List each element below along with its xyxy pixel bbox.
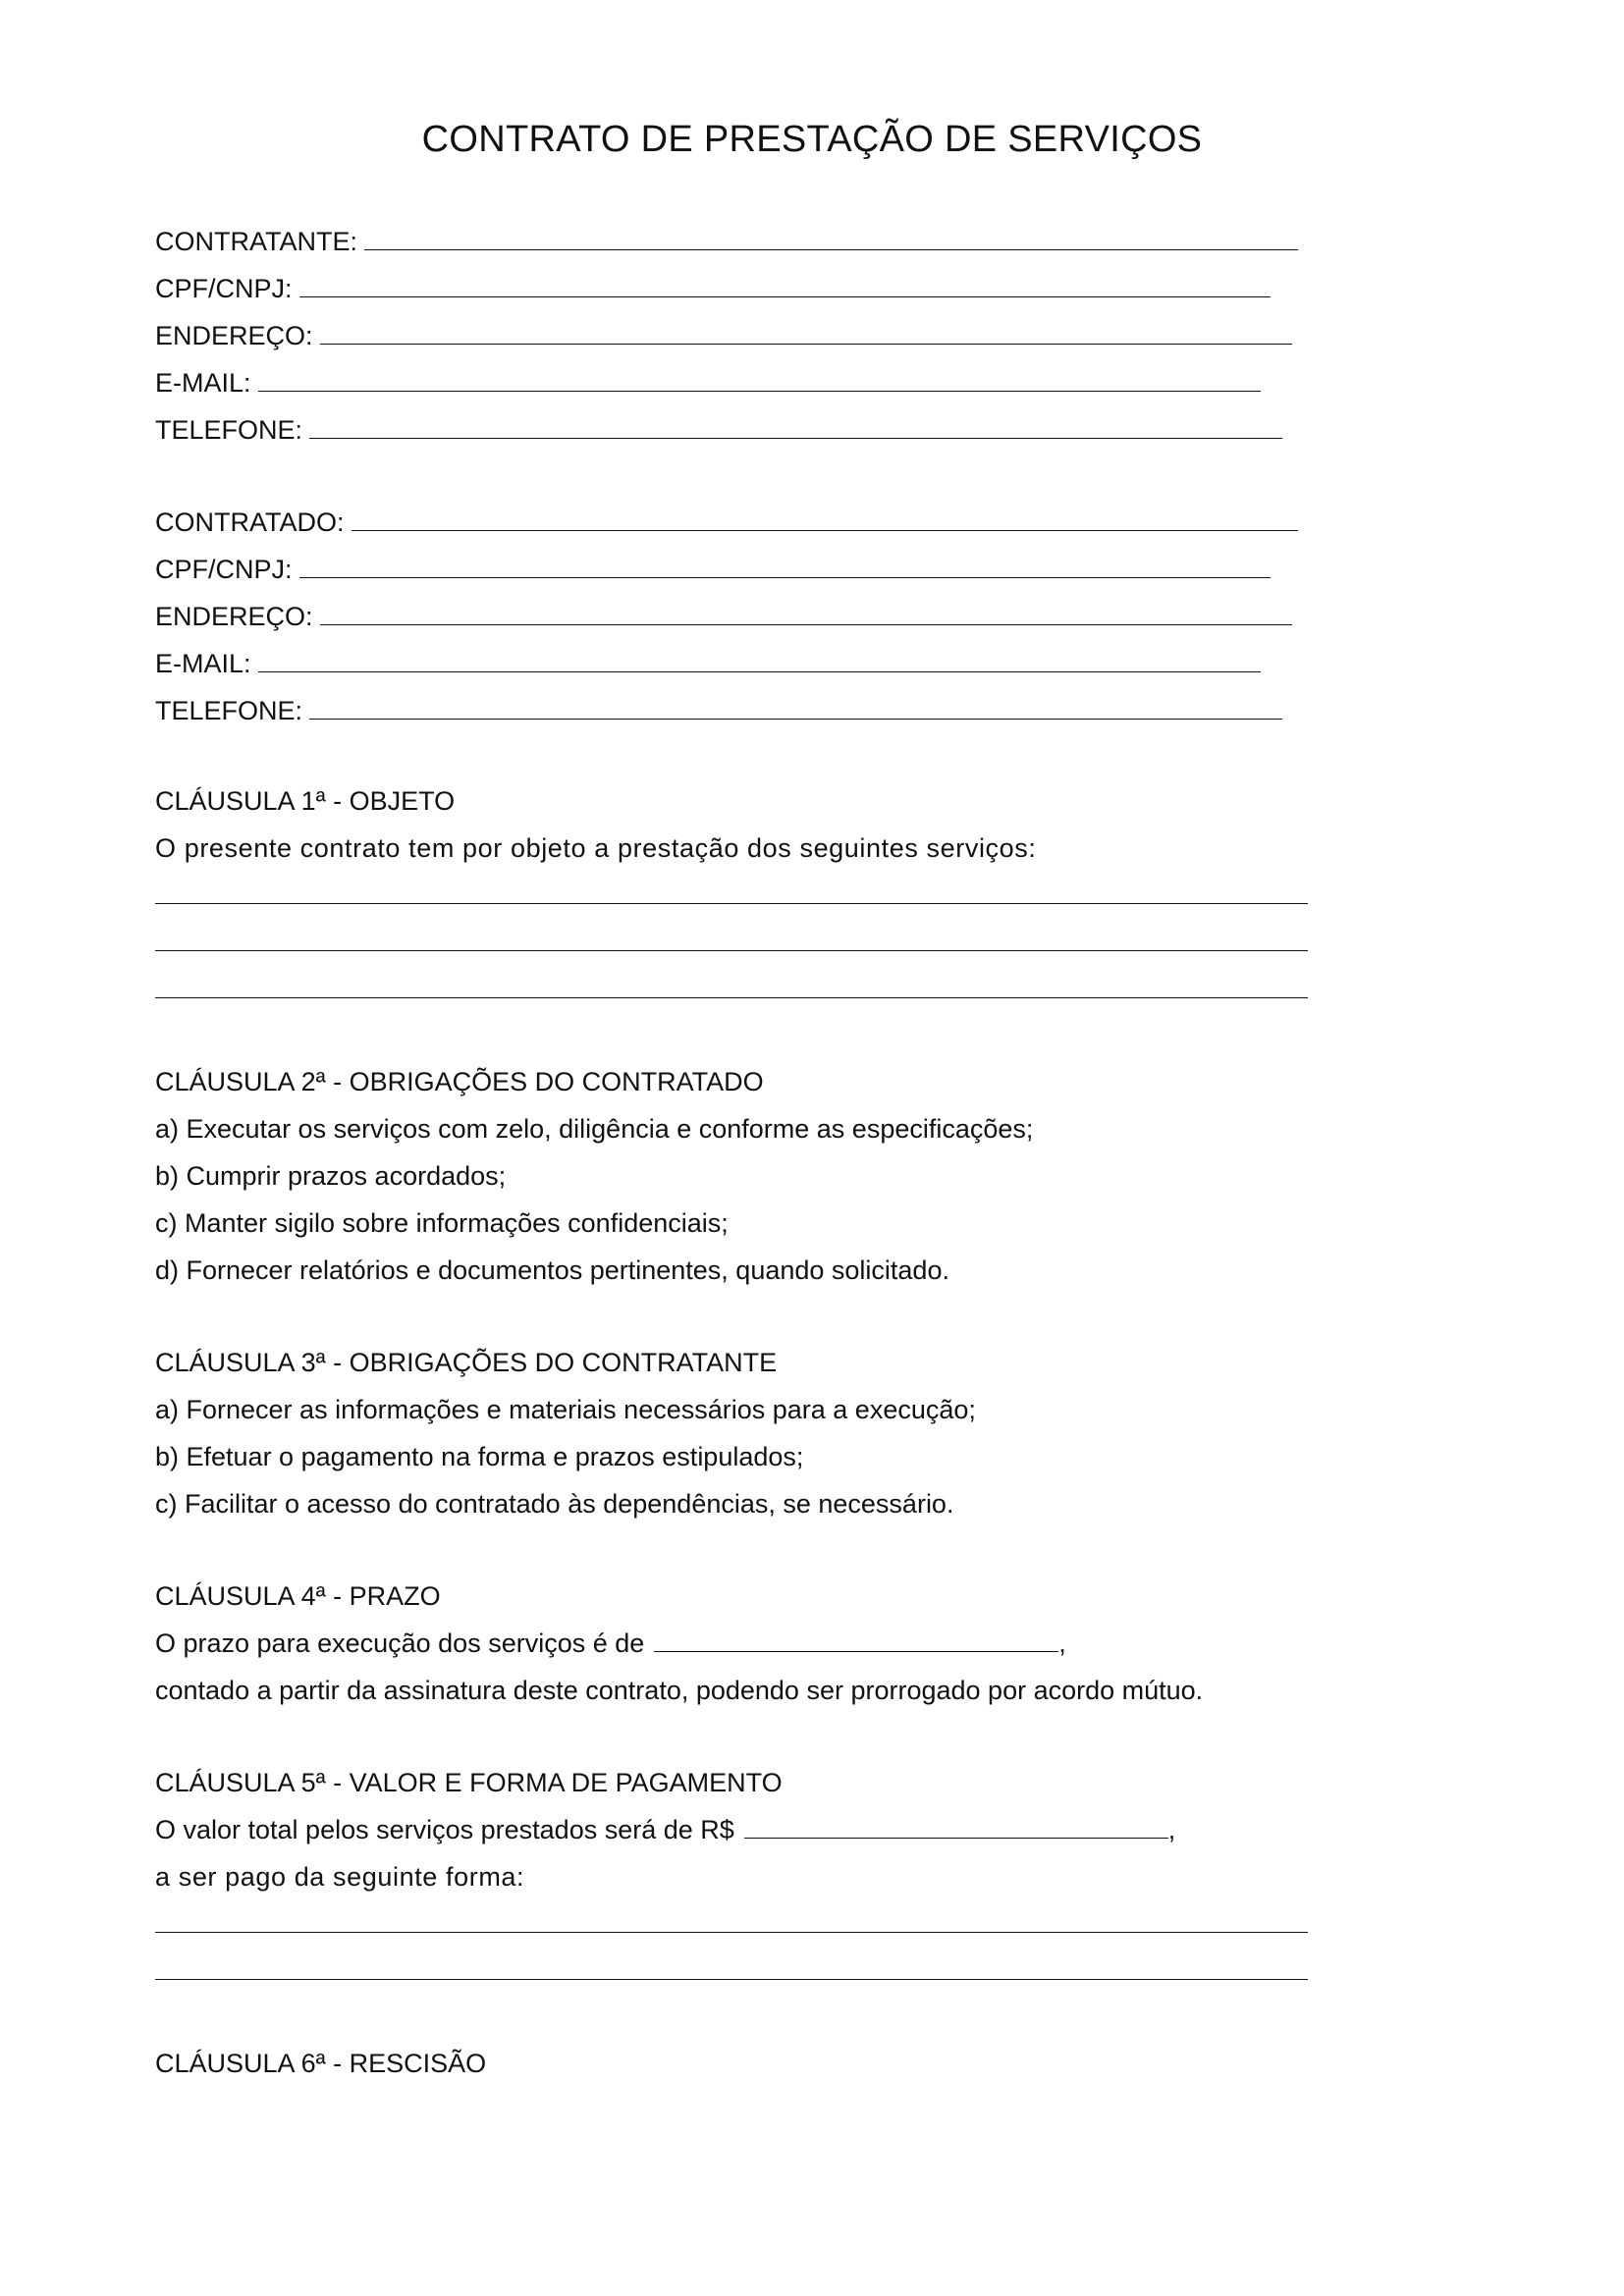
- blank-line: [309, 691, 1282, 720]
- contratado-email-field[interactable]: [155, 644, 1261, 679]
- clause-2-item: c) Manter sigilo sobre informações confidenciais;: [155, 1208, 729, 1238]
- value-blank[interactable]: [744, 1812, 1168, 1839]
- clause-5-value-line: [155, 1812, 1175, 1847]
- clause-6-heading: CLÁUSULA 6ª - RESCISÃO: [155, 2049, 487, 2078]
- clause-1-blank-line-1[interactable]: [155, 903, 1308, 904]
- contratante-name-field[interactable]: [155, 222, 1298, 257]
- blank-line: [320, 316, 1292, 345]
- clause-4-term-prefix: O prazo para execução dos serviços é de: [155, 1629, 645, 1658]
- contratante-cpf-field[interactable]: [155, 269, 1271, 304]
- blank-line: [258, 644, 1261, 672]
- contratante-phone-field[interactable]: [155, 410, 1282, 446]
- blank-line: [309, 410, 1282, 439]
- document-title: CONTRATO DE PRESTAÇÃO DE SERVIÇOS: [421, 119, 1203, 160]
- clause-4-term-line: [155, 1626, 1066, 1661]
- contratante-address-field[interactable]: [155, 316, 1292, 351]
- clause-1-text: O presente contrato tem por objeto a prestação dos seguintes serviços:: [155, 833, 1037, 863]
- clause-1-heading: CLÁUSULA 1ª - OBJETO: [155, 786, 456, 816]
- clause-4-term-suffix: ,: [1058, 1629, 1066, 1658]
- clause-3-item: c) Facilitar o acesso do contratado às dependências, se necessário.: [155, 1489, 954, 1519]
- field-label: CONTRATADO:: [155, 507, 345, 537]
- field-label: E-MAIL:: [155, 368, 251, 398]
- blank-line: [364, 222, 1298, 250]
- field-label: E-MAIL:: [155, 649, 251, 678]
- blank-line: [320, 597, 1292, 625]
- clause-2-heading: CLÁUSULA 2ª - OBRIGAÇÕES DO CONTRATADO: [155, 1067, 764, 1096]
- field-label: ENDEREÇO:: [155, 602, 313, 631]
- clause-2-item: d) Fornecer relatórios e documentos pertinentes, quando solicitado.: [155, 1255, 949, 1285]
- clause-4-heading: CLÁUSULA 4ª - PRAZO: [155, 1581, 441, 1611]
- clause-5-value-prefix: O valor total pelos serviços prestados será de R$: [155, 1815, 734, 1844]
- contratado-cpf-field[interactable]: [155, 550, 1271, 585]
- clause-5-value-suffix: ,: [1167, 1815, 1176, 1844]
- contratado-address-field[interactable]: [155, 597, 1292, 632]
- contratante-email-field[interactable]: [155, 363, 1261, 399]
- clause-2-item: a) Executar os serviços com zelo, diligência e conforme as especificações;: [155, 1114, 1034, 1144]
- field-label: CPF/CNPJ:: [155, 274, 293, 303]
- contratado-name-field[interactable]: [155, 503, 1298, 538]
- clause-5-blank-line-2[interactable]: [155, 1979, 1308, 1980]
- field-label: CPF/CNPJ:: [155, 555, 293, 584]
- contratado-phone-field[interactable]: [155, 691, 1282, 726]
- field-label: TELEFONE:: [155, 415, 303, 445]
- term-blank[interactable]: [654, 1626, 1058, 1652]
- blank-line: [299, 550, 1271, 578]
- field-label: ENDEREÇO:: [155, 321, 313, 350]
- clause-3-item: b) Efetuar o pagamento na forma e prazos estipulados;: [155, 1442, 804, 1471]
- blank-line: [299, 269, 1271, 297]
- clause-3-heading: CLÁUSULA 3ª - OBRIGAÇÕES DO CONTRATANTE: [155, 1348, 778, 1377]
- blank-line: [352, 503, 1299, 531]
- clause-1-blank-line-3[interactable]: [155, 997, 1308, 998]
- clause-5-blank-line-1[interactable]: [155, 1932, 1308, 1933]
- clause-1-blank-line-2[interactable]: [155, 950, 1308, 951]
- clause-5-text: a ser pago da seguinte forma:: [155, 1862, 525, 1892]
- clause-4-text: contado a partir da assinatura deste contrato, podendo ser prorrogado por acordo mútuo.: [155, 1676, 1204, 1705]
- field-label: CONTRATANTE:: [155, 227, 357, 256]
- clause-2-item: b) Cumprir prazos acordados;: [155, 1161, 507, 1191]
- field-label: TELEFONE:: [155, 696, 303, 725]
- clause-3-item: a) Fornecer as informações e materiais necessários para a execução;: [155, 1395, 976, 1424]
- clause-5-heading: CLÁUSULA 5ª - VALOR E FORMA DE PAGAMENTO: [155, 1768, 783, 1797]
- blank-line: [258, 363, 1261, 392]
